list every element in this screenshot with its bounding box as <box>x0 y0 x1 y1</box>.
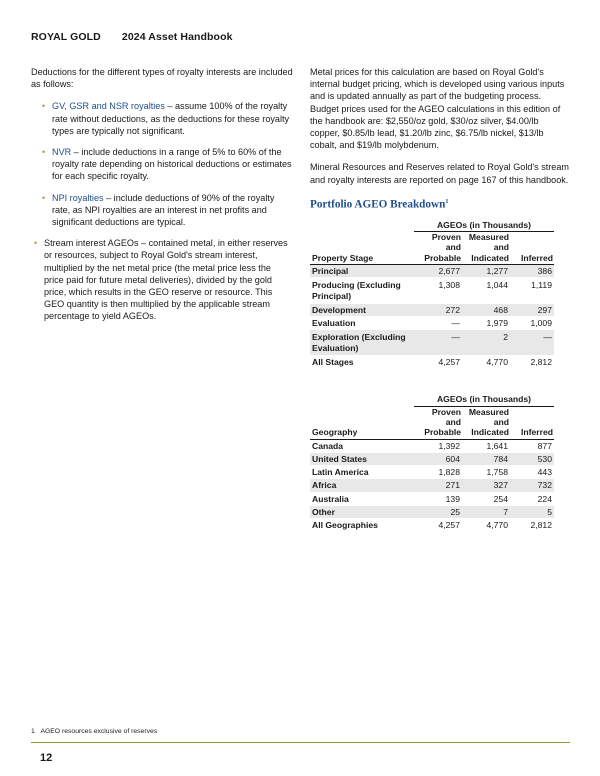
cell-inferred: 1,009 <box>510 317 554 330</box>
cell-proven-probable: 604 <box>414 452 462 465</box>
cell-proven-probable: 272 <box>414 303 462 316</box>
cell-measured-indicated: 468 <box>462 303 510 316</box>
cell-proven-probable: 271 <box>414 479 462 492</box>
table-row <box>310 264 554 277</box>
handbook-title: 2024 Asset Handbook <box>121 31 233 43</box>
table-row <box>310 278 554 304</box>
cell-proven-probable: 25 <box>414 506 462 519</box>
bullet-term: NPI royalties <box>52 192 104 203</box>
row-label: Other <box>310 506 414 519</box>
cell-proven-probable: — <box>414 330 462 356</box>
table-row <box>310 452 554 465</box>
bullet-icon: • <box>42 192 46 203</box>
table-row <box>310 303 554 316</box>
bullet-term: NVR <box>52 147 72 158</box>
metal-prices-paragraph: Metal prices for this calculation are based on Royal Gold's internal budget pricing, which is developed using various inputs and is updated annually as part of the budgeting process. Budget prices used for the AGEO calculations in this edition of the handbook are: $2,550/oz gold, $30/oz silver, $4.00/lb copper, $0.85/lb lead, $1.20/lb zinc, $6.75/lb nickel, $13/lb cobalt, and $19/lb molybdenum. <box>310 67 565 151</box>
group-header: AGEOs (in Thousands) <box>414 219 554 232</box>
cell-inferred: 297 <box>510 303 554 316</box>
cell-inferred: 732 <box>510 479 554 492</box>
cell-inferred: 877 <box>510 439 554 452</box>
list-item <box>39 192 293 229</box>
cell-inferred: — <box>510 330 554 356</box>
cell-proven-probable: 139 <box>414 492 462 505</box>
cell-inferred: 5 <box>510 506 554 519</box>
table-row <box>310 466 554 479</box>
left-column <box>31 66 293 332</box>
bullet-term: GV, GSR and NSR royalties <box>52 101 165 112</box>
cell-measured-indicated: 2 <box>462 330 510 356</box>
royalty-deduction-list <box>31 100 293 228</box>
cell-inferred: 2,812 <box>510 519 554 532</box>
page-number: 12 <box>40 752 53 764</box>
cell-inferred: 530 <box>510 452 554 465</box>
column-header: Inferred <box>510 232 554 265</box>
table-row <box>310 492 554 505</box>
right-column <box>310 66 570 533</box>
page-header <box>31 31 233 43</box>
table-row <box>310 330 554 356</box>
footnote-text: AGEO resources exclusive of reserves <box>40 728 158 735</box>
row-label: All Stages <box>310 356 414 369</box>
row-label: Producing (Excluding Principal) <box>310 278 414 304</box>
bullet-icon: • <box>42 101 46 112</box>
column-header: Inferred <box>510 406 554 439</box>
table-row <box>310 439 554 452</box>
cell-inferred: 443 <box>510 466 554 479</box>
footnote-marker: 1 <box>31 728 35 735</box>
column-header: Property Stage <box>310 232 414 265</box>
cell-measured-indicated: 784 <box>462 452 510 465</box>
bullet-icon: • <box>42 147 46 158</box>
footnote-marker: 1 <box>445 197 449 205</box>
bullet-text: – include deductions in a range of 5% to 60% of the royalty rate depending on historical deductions or estimates for each specific royalty. <box>52 147 292 182</box>
cell-measured-indicated: 4,770 <box>462 519 510 532</box>
table-row <box>310 506 554 519</box>
list-item <box>39 146 293 183</box>
table-row <box>310 317 554 330</box>
cell-measured-indicated: 7 <box>462 506 510 519</box>
group-header: AGEOs (in Thousands) <box>414 393 554 406</box>
intro-paragraph: Deductions for the different types of royalty interests are included as follows: <box>31 67 293 90</box>
cell-measured-indicated: 1,044 <box>462 278 510 304</box>
cell-inferred: 2,812 <box>510 356 554 369</box>
row-label: All Geographies <box>310 519 414 532</box>
cell-measured-indicated: 4,770 <box>462 356 510 369</box>
column-header: Measured and Indicated <box>462 406 510 439</box>
table-row <box>310 356 554 369</box>
row-label: Development <box>310 303 414 316</box>
resources-paragraph: Mineral Resources and Reserves related to Royal Gold's stream and royalty interests are reported on page 167 of this handbook. <box>310 162 569 185</box>
row-label: Principal <box>310 264 414 277</box>
cell-measured-indicated: 1,758 <box>462 466 510 479</box>
row-label: Latin America <box>310 466 414 479</box>
bullet-text: – include deductions of 90% of the royalty rate, as NPI royalties are an interest in net profits and significant deductions are typical. <box>52 192 275 228</box>
stream-list <box>31 237 293 322</box>
row-label: Exploration (Excluding Evaluation) <box>310 330 414 356</box>
section-title <box>310 196 570 211</box>
cell-proven-probable: 4,257 <box>414 519 462 532</box>
footnote <box>31 728 157 735</box>
cell-measured-indicated: 1,277 <box>462 264 510 277</box>
column-header: Measured and Indicated <box>462 232 510 265</box>
property-stage-table <box>310 219 554 370</box>
bullet-icon: • <box>34 238 38 249</box>
row-label: Africa <box>310 479 414 492</box>
cell-measured-indicated: 327 <box>462 479 510 492</box>
footer-rule <box>31 742 570 743</box>
column-header: Geography <box>310 406 414 439</box>
column-header: Proven and Probable <box>414 406 462 439</box>
table-row <box>310 479 554 492</box>
row-label: Evaluation <box>310 317 414 330</box>
cell-proven-probable: 2,677 <box>414 264 462 277</box>
brand-name: ROYAL GOLD <box>31 31 101 43</box>
row-label: United States <box>310 452 414 465</box>
bullet-text: – assume 100% of the royalty rate without deductions, as the deductions for these royalty types are typically not significant. <box>52 101 290 136</box>
table-row <box>310 519 554 532</box>
list-item <box>31 237 293 322</box>
geography-table <box>310 393 554 532</box>
cell-measured-indicated: 1,979 <box>462 317 510 330</box>
cell-inferred: 1,119 <box>510 278 554 304</box>
cell-measured-indicated: 1,641 <box>462 439 510 452</box>
row-label: Canada <box>310 439 414 452</box>
cell-proven-probable: 1,308 <box>414 278 462 304</box>
cell-measured-indicated: 254 <box>462 492 510 505</box>
cell-inferred: 224 <box>510 492 554 505</box>
list-item <box>39 100 293 137</box>
cell-proven-probable: — <box>414 317 462 330</box>
row-label: Australia <box>310 492 414 505</box>
column-header: Proven and Probable <box>414 232 462 265</box>
cell-proven-probable: 4,257 <box>414 356 462 369</box>
bullet-text: Stream interest AGEOs – contained metal, in either reserves or resources, subject to Royal Gold's stream interest, multiplied by the net metal price (the metal price less the price paid for future metal deliveries), divided by the gold price, which results in the GEO reserve or resource. This GEO quantity is then multiplied by the applicable stream percentage to yield AGEOs. <box>44 238 288 322</box>
cell-proven-probable: 1,828 <box>414 466 462 479</box>
cell-proven-probable: 1,392 <box>414 439 462 452</box>
cell-inferred: 386 <box>510 264 554 277</box>
section-title-text: Portfolio AGEO Breakdown <box>310 198 446 211</box>
